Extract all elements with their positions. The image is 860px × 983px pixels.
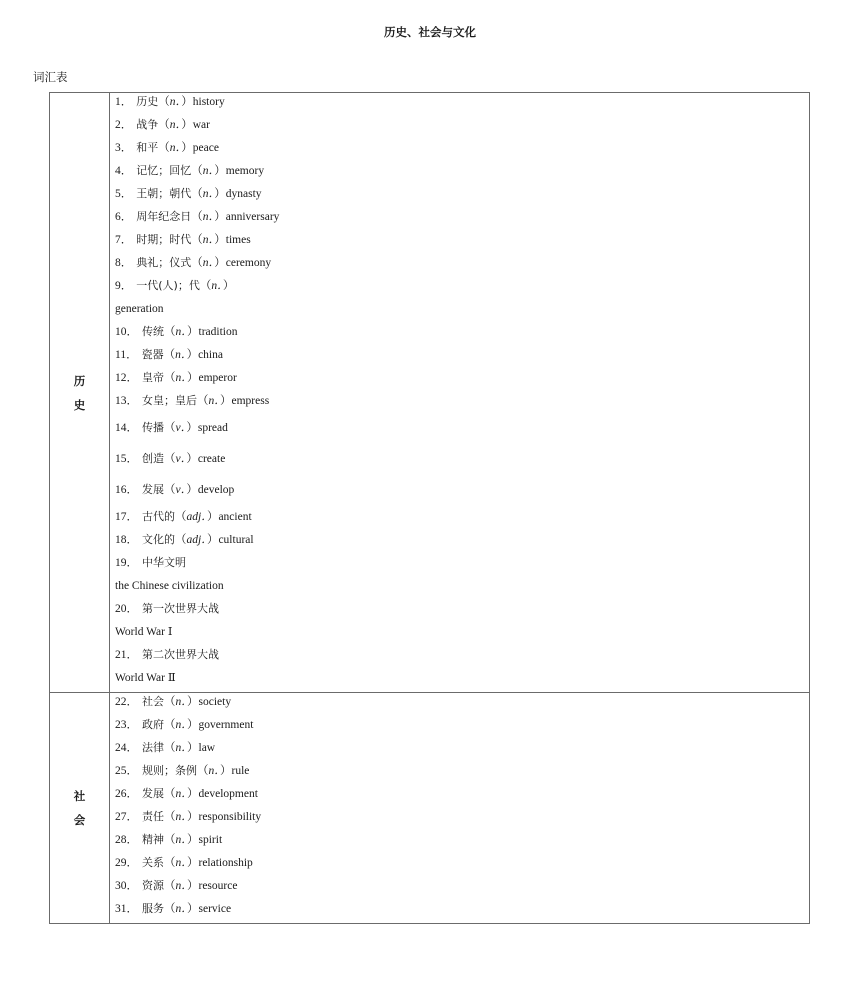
item-part-of-speech: （n．）	[191, 188, 226, 200]
item-number: 6．	[115, 211, 133, 223]
item-chinese: 瓷器	[141, 348, 164, 361]
item-english: ancient	[218, 511, 252, 523]
item-chinese: 战争	[136, 118, 159, 131]
item-english: development	[198, 788, 258, 800]
item-english: anniversary	[225, 211, 280, 223]
pos-abbrev: v．	[175, 453, 187, 465]
item-chinese: 精神	[142, 833, 164, 846]
item-english: dynasty	[225, 188, 262, 200]
category-name-cell	[50, 693, 110, 924]
item-english: relationship	[198, 857, 253, 869]
vocab-item	[115, 346, 809, 369]
vocab-item	[115, 785, 809, 808]
item-part-of-speech: （v．）	[164, 484, 198, 496]
vocab-item	[115, 231, 809, 254]
item-part-of-speech: （n．）	[197, 765, 232, 777]
word-list-cell	[110, 93, 810, 693]
item-english: times	[225, 234, 251, 246]
item-number: 22．	[115, 696, 138, 708]
item-chinese: 典礼；仪式	[136, 256, 192, 269]
pos-abbrev: n．	[175, 696, 187, 708]
item-part-of-speech: （n．）	[191, 234, 226, 246]
item-part-of-speech: （n．）	[164, 719, 199, 731]
item-part-of-speech: （n．）	[164, 696, 199, 708]
pos-abbrev: n．	[211, 280, 223, 292]
item-part-of-speech: （adj．）	[175, 511, 219, 523]
item-number: 15．	[115, 453, 138, 465]
item-number: 7．	[115, 234, 133, 246]
item-english: china	[198, 349, 223, 361]
item-number: 23．	[115, 719, 138, 731]
item-chinese: 一代(人)；代	[136, 279, 200, 292]
vocab-item	[115, 477, 809, 508]
item-chinese: 传播	[142, 421, 164, 434]
item-chinese: 政府	[142, 718, 164, 731]
pos-abbrev: n．	[175, 788, 187, 800]
item-number: 21．	[115, 649, 138, 661]
item-chinese: 历史	[136, 95, 159, 108]
item-english: cultural	[218, 534, 254, 546]
item-chinese: 第二次世界大战	[142, 648, 219, 661]
vocab-item	[115, 415, 809, 446]
pos-abbrev: n．	[175, 834, 187, 846]
item-part-of-speech: （n．）	[191, 211, 226, 223]
item-part-of-speech: （n．）	[164, 742, 199, 754]
item-english: responsibility	[198, 811, 262, 823]
vocab-item	[115, 900, 809, 923]
vocab-item	[115, 854, 809, 877]
item-number: 25．	[115, 765, 138, 777]
item-english: emperor	[198, 372, 237, 384]
vocab-item	[115, 877, 809, 900]
pos-abbrev: n．	[208, 765, 220, 777]
item-part-of-speech: （v．）	[164, 453, 198, 465]
vocab-item	[115, 162, 809, 185]
vocab-item	[115, 508, 809, 531]
vocab-item	[115, 600, 809, 646]
item-chinese: 资源	[142, 879, 164, 892]
vocab-item	[115, 831, 809, 854]
item-english: memory	[225, 165, 265, 177]
item-chinese: 和平	[136, 141, 159, 154]
item-number: 11．	[115, 349, 138, 361]
item-chinese: 发展	[142, 787, 164, 800]
vocabulary-table	[49, 92, 810, 924]
item-english: ceremony	[225, 257, 272, 269]
item-number: 18．	[115, 534, 138, 546]
pos-abbrev: n．	[175, 372, 187, 384]
item-chinese: 王朝；朝代	[136, 187, 192, 200]
category-row	[50, 93, 810, 693]
vocab-item	[115, 208, 809, 231]
category-row	[50, 693, 810, 924]
item-english: war	[192, 119, 210, 131]
item-number: 2．	[115, 119, 133, 131]
item-number: 10．	[115, 326, 138, 338]
item-english-continued: World War Ⅱ	[115, 672, 176, 684]
item-english: tradition	[198, 326, 238, 338]
item-part-of-speech: （v．）	[164, 422, 198, 434]
item-number: 13．	[115, 395, 138, 407]
pos-abbrev: n．	[169, 142, 182, 154]
item-english: rule	[231, 765, 250, 777]
category-name-char: 社	[73, 789, 86, 803]
vocab-item	[115, 762, 809, 785]
item-chinese: 发展	[142, 483, 164, 496]
vocab-item	[115, 554, 809, 600]
item-number: 26．	[115, 788, 138, 800]
pos-abbrev: adj．	[186, 511, 207, 523]
item-number: 12．	[115, 372, 138, 384]
item-english: spirit	[198, 834, 223, 846]
pos-abbrev: n．	[175, 880, 187, 892]
item-english: government	[198, 719, 254, 731]
item-chinese: 规则；条例	[142, 764, 197, 777]
pos-abbrev: n．	[169, 96, 182, 108]
vocab-item	[115, 646, 809, 692]
item-number: 24．	[115, 742, 138, 754]
item-part-of-speech: （n．）	[158, 142, 193, 154]
item-english: society	[198, 696, 232, 708]
vocab-item	[115, 693, 809, 716]
item-chinese: 文化的	[142, 533, 175, 546]
item-chinese: 中华文明	[142, 556, 186, 569]
item-english-continued: World War Ⅰ	[115, 626, 173, 638]
pos-abbrev: v．	[175, 422, 187, 434]
pos-abbrev: adj．	[186, 534, 207, 546]
word-list	[110, 93, 809, 692]
item-number: 5．	[115, 188, 133, 200]
vocabulary-section-label: 词汇表	[33, 70, 68, 84]
item-part-of-speech: （n．）	[164, 834, 199, 846]
pos-abbrev: n．	[202, 211, 215, 223]
item-english: law	[198, 742, 216, 754]
item-english: resource	[198, 880, 238, 892]
item-part-of-speech: （n．）	[191, 257, 226, 269]
pos-abbrev: n．	[202, 234, 215, 246]
item-part-of-speech: （n．）	[164, 326, 199, 338]
item-part-of-speech: （n．）	[164, 811, 199, 823]
item-english: spread	[197, 422, 228, 434]
item-number: 4．	[115, 165, 133, 177]
pos-abbrev: v．	[175, 484, 187, 496]
vocab-item	[115, 716, 809, 739]
pos-abbrev: n．	[175, 742, 187, 754]
item-number: 16．	[115, 484, 138, 496]
vocab-item	[115, 116, 809, 139]
item-number: 19．	[115, 557, 138, 569]
vocab-item	[115, 139, 809, 162]
pos-abbrev: n．	[175, 349, 187, 361]
item-number: 14．	[115, 422, 138, 434]
vocab-item	[115, 254, 809, 277]
category-name-char: 会	[73, 813, 86, 827]
item-english: empress	[231, 395, 270, 407]
item-chinese: 第一次世界大战	[142, 602, 219, 615]
vocab-item	[115, 446, 809, 477]
item-chinese: 古代的	[142, 510, 175, 523]
item-part-of-speech: （n．）	[164, 880, 199, 892]
item-number: 1．	[115, 96, 133, 108]
item-part-of-speech: （n．）	[197, 395, 232, 407]
item-english: create	[197, 453, 226, 465]
item-number: 27．	[115, 811, 138, 823]
vocab-item	[115, 93, 809, 116]
item-part-of-speech: （n．）	[164, 903, 199, 915]
item-part-of-speech: （n．）	[164, 372, 199, 384]
pos-abbrev: n．	[202, 165, 215, 177]
pos-abbrev: n．	[202, 188, 215, 200]
item-chinese: 皇帝	[142, 371, 164, 384]
vocab-item	[115, 808, 809, 831]
item-chinese: 时期；时代	[136, 233, 192, 246]
item-number: 20．	[115, 603, 138, 615]
item-english-continued: the Chinese civilization	[115, 580, 224, 592]
pos-abbrev: n．	[208, 395, 220, 407]
item-chinese: 责任	[142, 810, 164, 823]
item-chinese: 服务	[142, 902, 164, 915]
vocab-item	[115, 323, 809, 346]
item-chinese: 周年纪念日	[136, 210, 192, 223]
item-chinese: 社会	[142, 695, 164, 708]
vocab-item	[115, 277, 809, 323]
item-english: history	[192, 96, 225, 108]
item-chinese: 关系	[142, 856, 164, 869]
item-part-of-speech: （n．）	[158, 119, 193, 131]
word-list-cell	[110, 693, 810, 924]
item-part-of-speech: （n．）	[158, 96, 193, 108]
item-number: 31．	[115, 903, 138, 915]
vocab-item	[115, 185, 809, 208]
item-number: 9．	[115, 280, 133, 292]
item-part-of-speech: （n．）	[164, 788, 199, 800]
category-name-char: 史	[73, 397, 86, 412]
item-part-of-speech: （adj．）	[175, 534, 219, 546]
pos-abbrev: n．	[169, 119, 182, 131]
item-chinese: 创造	[142, 452, 164, 465]
item-chinese: 记忆；回忆	[136, 164, 192, 177]
item-part-of-speech: （n．）	[164, 857, 199, 869]
item-chinese: 女皇；皇后	[142, 394, 197, 407]
document-title: 历史、社会与文化	[384, 25, 476, 39]
vocab-item	[115, 369, 809, 392]
category-name-char: 历	[73, 373, 86, 388]
vocab-item	[115, 392, 809, 415]
item-english: peace	[192, 142, 219, 154]
pos-abbrev: n．	[175, 719, 187, 731]
item-part-of-speech: （n．）	[199, 280, 235, 292]
pos-abbrev: n．	[175, 857, 187, 869]
item-english-continued: generation	[115, 303, 164, 315]
item-number: 28．	[115, 834, 138, 846]
item-english: develop	[197, 484, 235, 496]
item-part-of-speech: （n．）	[163, 349, 199, 361]
item-chinese: 传统	[142, 325, 164, 338]
item-number: 30．	[115, 880, 138, 892]
item-number: 17．	[115, 511, 138, 523]
category-name-cell	[50, 93, 110, 693]
pos-abbrev: n．	[202, 257, 215, 269]
item-number: 3．	[115, 142, 133, 154]
item-number: 29．	[115, 857, 138, 869]
pos-abbrev: n．	[175, 326, 187, 338]
item-english: service	[198, 903, 232, 915]
item-chinese: 法律	[142, 741, 164, 754]
item-number: 8．	[115, 257, 133, 269]
item-part-of-speech: （n．）	[191, 165, 226, 177]
pos-abbrev: n．	[175, 811, 187, 823]
pos-abbrev: n．	[175, 903, 187, 915]
vocab-item	[115, 531, 809, 554]
vocab-item	[115, 739, 809, 762]
word-list	[110, 693, 809, 923]
